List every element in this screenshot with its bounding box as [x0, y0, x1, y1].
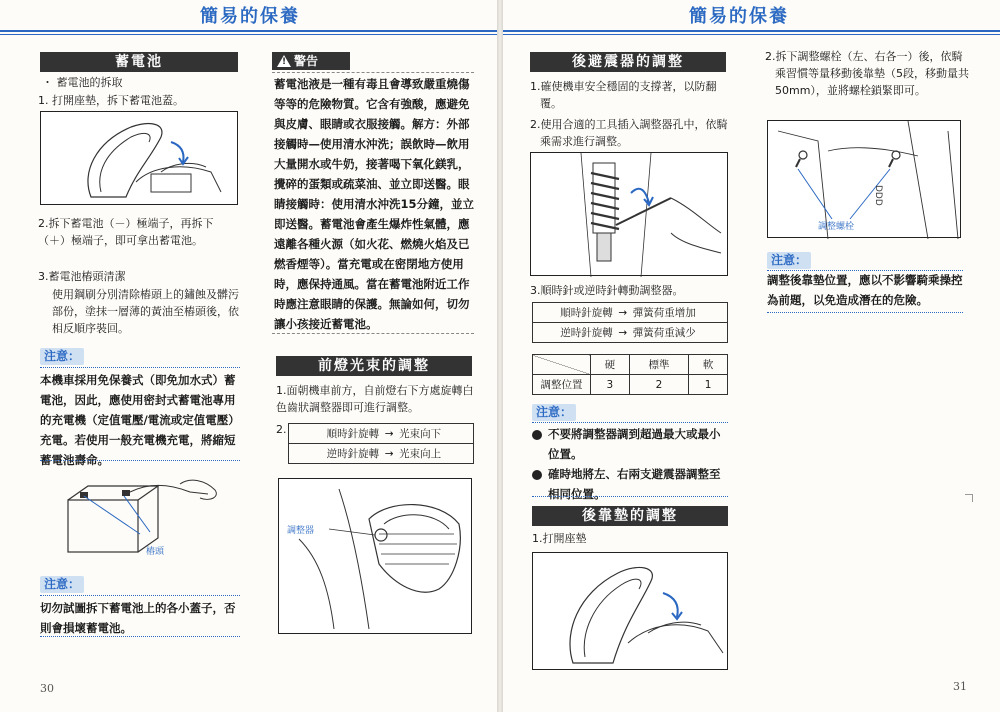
bolt-illustration: [767, 120, 961, 238]
left-page: [0, 0, 497, 712]
seat-bolts-drawing: [768, 121, 962, 239]
battery-removal-heading: ・ 蓄電池的拆取: [42, 76, 123, 89]
rotation-result: 光束向上: [395, 444, 473, 464]
headlight-rotation-table: [288, 423, 474, 464]
note-label: 注意：: [40, 348, 84, 365]
rotation-arrow: →: [617, 323, 629, 343]
table-row: [289, 444, 474, 464]
section-title-rear-seat: 後靠墊的調整: [532, 506, 728, 526]
headlight-illustration: [278, 478, 472, 634]
header-rule-thin: [0, 34, 497, 35]
page-number: 31: [953, 680, 967, 693]
note-rule: [767, 312, 963, 313]
table-header-row: [533, 355, 728, 375]
warning-text: 蓄電池液是一種有毒且會導致嚴重燒傷等等的危險物質。它含有強酸，應避免與皮膚、眼睛或衣服接觸。解方：外部接觸時—使用清水沖洗；誤飲時—飲用大量開水或牛奶，接著喝下氧化鎂乳，攪碎的蛋類或疏菜油、並立即送醫。眼睛接觸時：使用清水沖洗15分鐘，並立即送醫。蓄電池會產生爆炸性氣體，應遠離各種火源（如火花、燃燒火焰及已燃香煙等）。當充電或在密閉地方使用時，應保持通風。當在蓄電池附近工作時應注意眼睛的保護。無論如何，切勿讓小孩接近蓄電池。: [274, 77, 475, 331]
header-rule: [503, 30, 1000, 32]
battery-step-3-body: 使用鋼刷分別清除樁頭上的鏽蝕及髒污部份，塗抹一層薄的黃油至樁頭後，依相反順序裝回。: [52, 288, 239, 335]
seat-open-drawing: [41, 112, 239, 206]
table-header-cell: 標準: [629, 355, 689, 375]
rotation-action: 逆時針旋轉: [533, 323, 617, 343]
section-title-rear-shock: 後避震器的調整: [530, 52, 726, 72]
bolt-label: 調整螺栓: [818, 222, 855, 232]
right-page: [503, 0, 1000, 712]
rear-seat-step-1: 1.打開座墊: [532, 532, 587, 545]
battery-step-3-title: 3.蓄電池樁頭清潔: [38, 270, 126, 283]
battery-drawing: [40, 472, 240, 564]
note-rule: [40, 367, 240, 368]
page-header: [0, 0, 497, 36]
shock-absorber-drawing: [531, 153, 729, 277]
note-rule: [40, 595, 240, 596]
note-rule: [532, 496, 728, 497]
rear-shock-step-1: 1.確使機車安全穩固的支撐著，以防翻覆。: [530, 80, 717, 110]
note-rule: [40, 636, 240, 637]
battery-seat-illustration: [40, 111, 238, 205]
header-rule-thin: [503, 34, 1000, 35]
table-corner-cell: [533, 355, 591, 375]
rotation-action: 順時針旋轉: [289, 424, 384, 444]
rear-shock-note-item: [532, 464, 730, 504]
table-row: [533, 375, 728, 395]
rotation-action: 逆時針旋轉: [289, 444, 384, 464]
table-cell: 2: [629, 375, 689, 395]
table-cell: 1: [689, 375, 728, 395]
battery-terminal-illustration: [40, 472, 240, 564]
note-rule: [532, 422, 728, 423]
rotation-arrow: →: [383, 444, 395, 464]
rear-seat-step-2: 2.拆下調整螺栓（左、右各一）後，依騎乘習慣等量移動後靠墊（5段，移動量共50mm），並將螺栓鎖緊即可。: [765, 50, 969, 97]
rotation-arrow: →: [617, 303, 629, 323]
section-title-battery: 蓄電池: [40, 52, 238, 72]
table-cell: 3: [591, 375, 630, 395]
header-rule: [0, 30, 497, 32]
seat-open-drawing-2: [533, 553, 729, 671]
battery-step-1: 1. 打開座墊，拆下蓄電池蓋。: [38, 94, 184, 107]
note-label: 注意：: [40, 576, 84, 593]
rotation-result: 彈簧荷重增加: [629, 303, 728, 323]
note-label: 注意：: [532, 404, 576, 421]
rotation-result: 彈簧荷重減少: [629, 323, 728, 343]
headlight-drawing: [279, 479, 473, 635]
bullet-icon: [532, 470, 542, 480]
headlight-step-2-num: 2.: [276, 423, 287, 436]
rotation-arrow: →: [383, 424, 395, 444]
note-label: 注意：: [767, 252, 811, 269]
table-row: [533, 303, 728, 323]
page-number: 30: [40, 682, 54, 695]
adjustment-position-table: [532, 354, 728, 395]
page-header-title: 簡易的保養: [200, 6, 300, 27]
svg-text:DDD: DDD: [873, 185, 883, 206]
table-row: [533, 323, 728, 343]
rotation-result: 光束向下: [395, 424, 473, 444]
note-rule: [40, 460, 240, 461]
spring-rotation-table: [532, 302, 728, 343]
rear-shock-step-3: 3.順時針或逆時針轉動調整器。: [530, 284, 684, 297]
battery-step-2: 2.拆下蓄電池（－）極端子，再拆下（＋）極端子，即可拿出蓄電池。: [38, 217, 214, 247]
page-header: [503, 0, 1000, 36]
rotation-action: 順時針旋轉: [533, 303, 617, 323]
rear-shock-illustration: [530, 152, 728, 276]
table-row-label: 調整位置: [533, 375, 591, 395]
adjuster-label: 調整器: [287, 526, 315, 536]
headlight-step-1: 1.面朝機車前方，自前燈右下方處旋轉白色齒狀調整器即可進行調整。: [276, 384, 474, 414]
table-header-cell: 軟: [689, 355, 728, 375]
warning-label: 警告: [294, 54, 319, 68]
table-header-cell: 硬: [591, 355, 630, 375]
rear-shock-step-2: 2.使用合適的工具插入調整器孔中，依騎乘需求進行調整。: [530, 118, 728, 148]
warning-exclamation-icon: !: [282, 57, 287, 67]
table-row: [289, 424, 474, 444]
section-title-headlight: 前燈光束的調整: [276, 356, 472, 376]
rear-seat-illustration: [532, 552, 728, 670]
bullet-icon: [532, 430, 542, 440]
battery-note-1: 本機車採用免保養式（即免加水式）蓄電池，因此，應使用密封式蓄電池專用的充電機（定值電壓/電流或定值電壓）充電。若使用一般充電機充電，將縮短蓄電池壽命。: [40, 373, 240, 467]
battery-note-2: 切勿試圖拆下蓄電池上的各小蓋子，否則會損壞蓄電池。: [40, 601, 236, 635]
note-item-text: 不要將調整器調到超過最大或最小位置。: [548, 427, 721, 461]
page-header-title: 簡易的保養: [689, 6, 789, 27]
crop-mark: [965, 494, 973, 502]
rear-seat-note: 調整後靠墊位置，應以不影響騎乘操控為前題，以免造成潛在的危險。: [767, 273, 963, 307]
note-item-text: 確時地將左、右兩支避震器調整至相同位置。: [548, 467, 721, 501]
rear-shock-note-item: [532, 424, 730, 464]
terminal-label: 樁頭: [146, 547, 165, 557]
